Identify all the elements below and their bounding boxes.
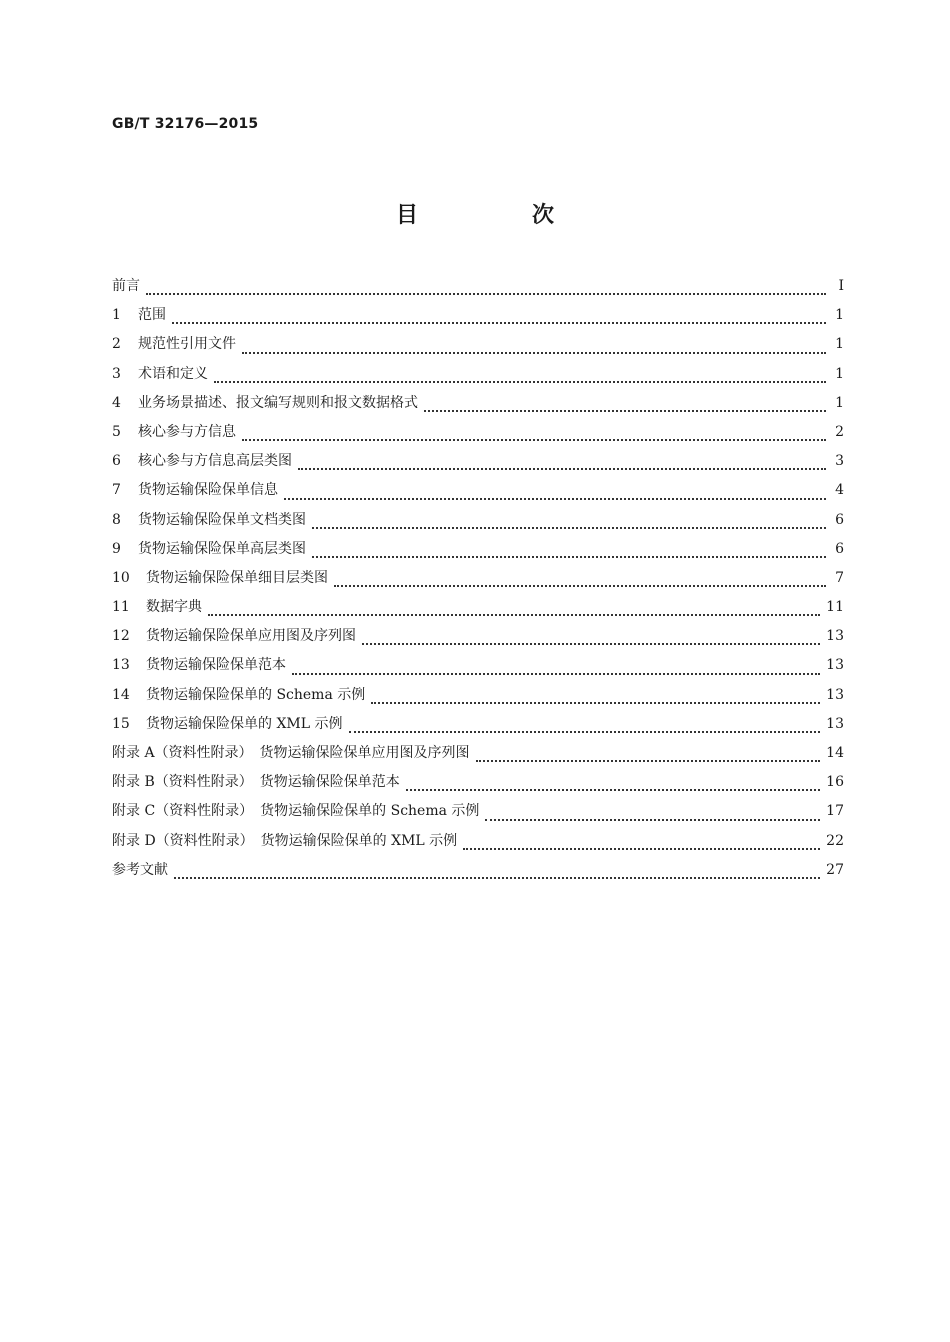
toc-entry[interactable] bbox=[112, 389, 844, 418]
dot-leader bbox=[242, 425, 826, 441]
toc-entry[interactable] bbox=[112, 710, 844, 739]
toc-entry[interactable] bbox=[112, 360, 844, 389]
dot-leader bbox=[242, 338, 826, 354]
toc-entry-title: 范围 bbox=[138, 307, 166, 324]
toc-entry-page: 7 bbox=[835, 569, 844, 586]
dot-leader bbox=[208, 600, 820, 616]
toc-entry-number: 3 bbox=[112, 365, 121, 382]
toc-entry-page: 4 bbox=[835, 482, 844, 499]
toc-entry-title: 附录 D（资料性附录） 货物运输保险保单的 XML 示例 bbox=[112, 832, 458, 849]
toc-entry[interactable] bbox=[112, 301, 844, 330]
toc-entry[interactable] bbox=[112, 447, 844, 476]
toc-entry-page: 16 bbox=[826, 774, 844, 791]
toc-entry-page: 1 bbox=[835, 365, 844, 382]
dot-leader bbox=[406, 775, 820, 791]
toc-entry-page: 2 bbox=[835, 423, 844, 440]
toc-entry-page: 13 bbox=[826, 715, 844, 732]
toc-entry[interactable] bbox=[112, 768, 844, 797]
dot-leader bbox=[146, 279, 826, 295]
toc-entry-number: 15 bbox=[112, 715, 130, 732]
toc-entry-title: 前言 bbox=[112, 278, 140, 294]
toc-entry-title: 附录 C（资料性附录） 货物运输保险保单的 Schema 示例 bbox=[112, 803, 480, 820]
toc-entry[interactable] bbox=[112, 681, 844, 710]
toc-entry-title: 附录 A（资料性附录） 货物运输保险保单应用图及序列图 bbox=[112, 745, 470, 761]
toc-entry-title: 核心参与方信息 bbox=[138, 423, 236, 440]
toc-entry-page: 13 bbox=[826, 686, 844, 703]
dot-leader bbox=[476, 746, 821, 762]
dot-leader bbox=[298, 454, 826, 470]
toc-entry-number: 13 bbox=[112, 657, 130, 674]
dot-leader bbox=[174, 863, 820, 879]
dot-leader bbox=[312, 542, 826, 558]
toc-entry-page: 14 bbox=[826, 745, 844, 761]
toc-entry-page: 1 bbox=[835, 336, 844, 353]
toc-entry-number: 4 bbox=[112, 394, 121, 411]
toc-entry[interactable] bbox=[112, 564, 844, 593]
toc-entry[interactable] bbox=[112, 739, 844, 768]
toc-entry[interactable] bbox=[112, 622, 844, 651]
dot-leader bbox=[312, 513, 826, 529]
toc-entry-title: 货物运输保险保单应用图及序列图 bbox=[146, 628, 356, 645]
toc-entry-page: 6 bbox=[835, 511, 844, 528]
toc-entry[interactable] bbox=[112, 535, 844, 564]
toc-entry-page: 1 bbox=[835, 307, 844, 324]
toc-entry-title: 业务场景描述、报文编写规则和报文数据格式 bbox=[138, 394, 418, 411]
toc-entry-page: 6 bbox=[835, 540, 844, 557]
toc-entry-page: 3 bbox=[835, 453, 844, 470]
toc-entry-title: 货物运输保险保单信息 bbox=[138, 482, 278, 499]
toc-entry-number: 7 bbox=[112, 482, 121, 499]
toc-entry-page: Ⅰ bbox=[838, 278, 844, 294]
toc-entry-title: 附录 B（资料性附录） 货物运输保险保单范本 bbox=[112, 774, 400, 791]
dot-leader bbox=[172, 308, 826, 324]
toc-entry[interactable] bbox=[112, 593, 844, 622]
toc-entry[interactable] bbox=[112, 272, 844, 301]
toc-entry[interactable] bbox=[112, 827, 844, 856]
toc-entry-number: 8 bbox=[112, 511, 121, 528]
toc-entry-number: 2 bbox=[112, 336, 121, 353]
toc-entry-number: 6 bbox=[112, 453, 121, 470]
toc-entry[interactable] bbox=[112, 418, 844, 447]
toc-entry-number: 14 bbox=[112, 686, 130, 703]
toc-entry-title: 核心参与方信息高层类图 bbox=[138, 453, 292, 470]
toc-entry-title: 货物运输保险保单高层类图 bbox=[138, 540, 306, 557]
toc-entry-page: 27 bbox=[826, 861, 844, 878]
toc-entry-page: 11 bbox=[826, 599, 844, 616]
toc-entry-number: 10 bbox=[112, 569, 130, 586]
toc-entry[interactable] bbox=[112, 476, 844, 505]
dot-leader bbox=[292, 659, 820, 675]
toc-entry-page: 17 bbox=[826, 803, 844, 820]
toc-entry[interactable] bbox=[112, 330, 844, 359]
toc-entry-title: 货物运输保险保单的 XML 示例 bbox=[146, 715, 343, 732]
toc-entry-page: 13 bbox=[826, 657, 844, 674]
table-of-contents bbox=[112, 272, 844, 885]
dot-leader bbox=[284, 484, 826, 500]
dot-leader bbox=[371, 688, 820, 704]
toc-entry-number: 9 bbox=[112, 540, 121, 557]
toc-entry-title: 货物运输保险保单范本 bbox=[146, 657, 286, 674]
toc-entry-title: 参考文献 bbox=[112, 861, 168, 878]
toc-entry[interactable] bbox=[112, 651, 844, 680]
toc-entry-title: 货物运输保险保单文档类图 bbox=[138, 511, 306, 528]
standard-code: GB/T 32176—2015 bbox=[112, 116, 259, 132]
toc-entry[interactable] bbox=[112, 856, 844, 885]
toc-entry-number: 12 bbox=[112, 628, 130, 645]
toc-entry-number: 1 bbox=[112, 307, 121, 324]
page-title: 目 次 bbox=[395, 203, 600, 228]
dot-leader bbox=[214, 367, 826, 383]
toc-entry-title: 规范性引用文件 bbox=[138, 336, 236, 353]
toc-entry-title: 术语和定义 bbox=[138, 365, 208, 382]
dot-leader bbox=[334, 571, 826, 587]
dot-leader bbox=[424, 396, 826, 412]
dot-leader bbox=[362, 629, 820, 645]
toc-entry-page: 13 bbox=[826, 628, 844, 645]
toc-entry-page: 22 bbox=[826, 832, 844, 849]
toc-entry-number: 5 bbox=[112, 423, 121, 440]
toc-entry-title: 货物运输保险保单细目层类图 bbox=[146, 569, 328, 586]
toc-entry-title: 货物运输保险保单的 Schema 示例 bbox=[146, 686, 366, 703]
toc-entry[interactable] bbox=[112, 506, 844, 535]
dot-leader bbox=[349, 717, 821, 733]
toc-entry-number: 11 bbox=[112, 599, 130, 616]
toc-entry[interactable] bbox=[112, 797, 844, 826]
toc-entry-page: 1 bbox=[835, 394, 844, 411]
dot-leader bbox=[485, 805, 820, 821]
dot-leader bbox=[463, 834, 820, 850]
toc-entry-title: 数据字典 bbox=[146, 599, 202, 616]
